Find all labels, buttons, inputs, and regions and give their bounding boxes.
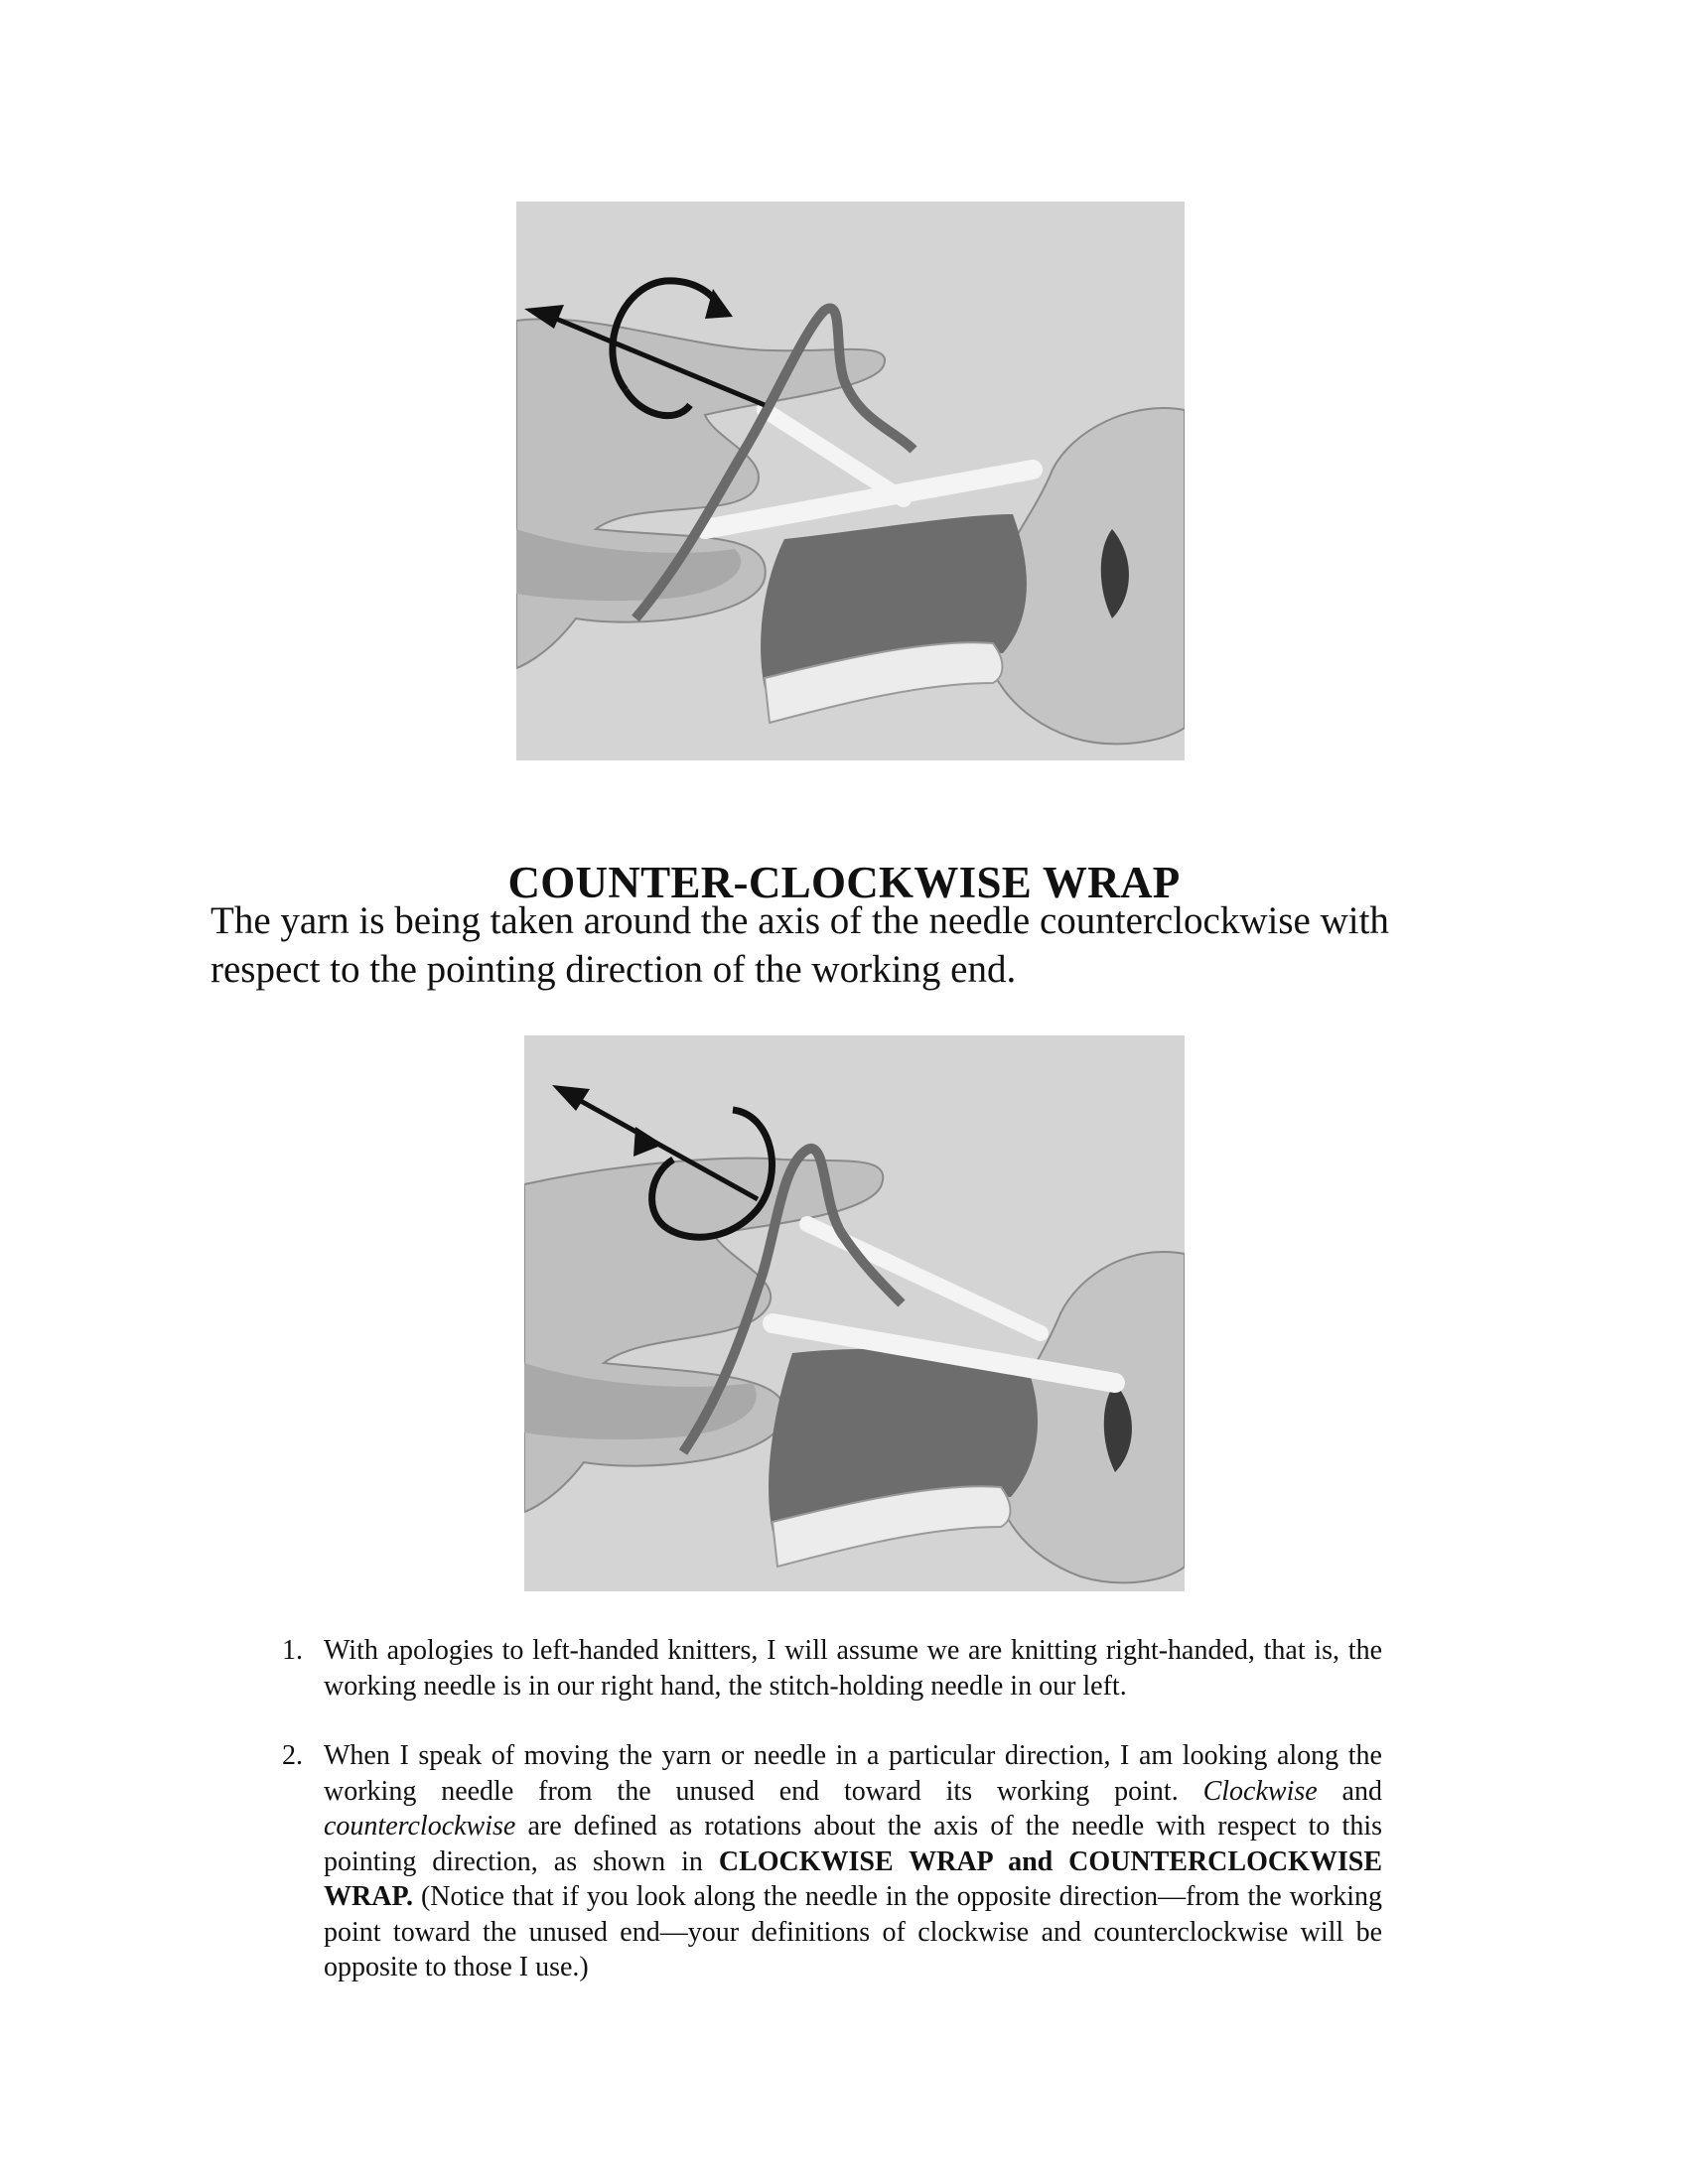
clockwise-wrap-illustration xyxy=(516,202,1185,760)
footnote-figure-reference: CLOCKWISE WRAP and COUNTERCLOCKWISE WRAP. xyxy=(324,1845,1382,1912)
footnote-text-part: When I speak of moving the yarn or needle in a particular direction, I am looking along the working needle from the unused end toward its working point. xyxy=(324,1740,1382,1807)
footnote-text-part: (Notice that if you look along the needle in the opposite direction—from the working point toward the unused end—your definitions of clockwise and counterclockwise will be opposite to those I use.) xyxy=(324,1881,1382,1982)
footnote-number: 2. xyxy=(282,1740,303,1771)
counterclockwise-wrap-photo xyxy=(524,1035,1185,1591)
footnote-text-part: are defined as rotations about the axis of the needle with respect to this pointing direction, as shown in xyxy=(324,1811,1382,1877)
footnote-text: With apologies to left-handed knitters, I will assume we are knitting right-handed, that is, the working needle is in our right hand, the stitch-holding needle in our left. xyxy=(324,1635,1382,1702)
page-title: COUNTER-CLOCKWISE WRAP xyxy=(507,858,1181,908)
footnote-term-counterclockwise: counterclockwise xyxy=(324,1811,516,1842)
footnote-term-clockwise: Clockwise xyxy=(1202,1775,1318,1807)
footnote-item xyxy=(278,1738,1382,1985)
footnote-number: 1. xyxy=(282,1635,303,1666)
footnote-text-part: and xyxy=(1317,1775,1382,1807)
counterclockwise-wrap-illustration xyxy=(524,1035,1185,1591)
clockwise-wrap-photo xyxy=(516,202,1185,760)
footnote-item xyxy=(278,1633,1382,1704)
footnotes-list xyxy=(278,1633,1382,1985)
figure-caption: The yarn is being taken around the axis of the needle counterclockwise with respect to the pointing direction of the working end. xyxy=(211,899,1389,991)
